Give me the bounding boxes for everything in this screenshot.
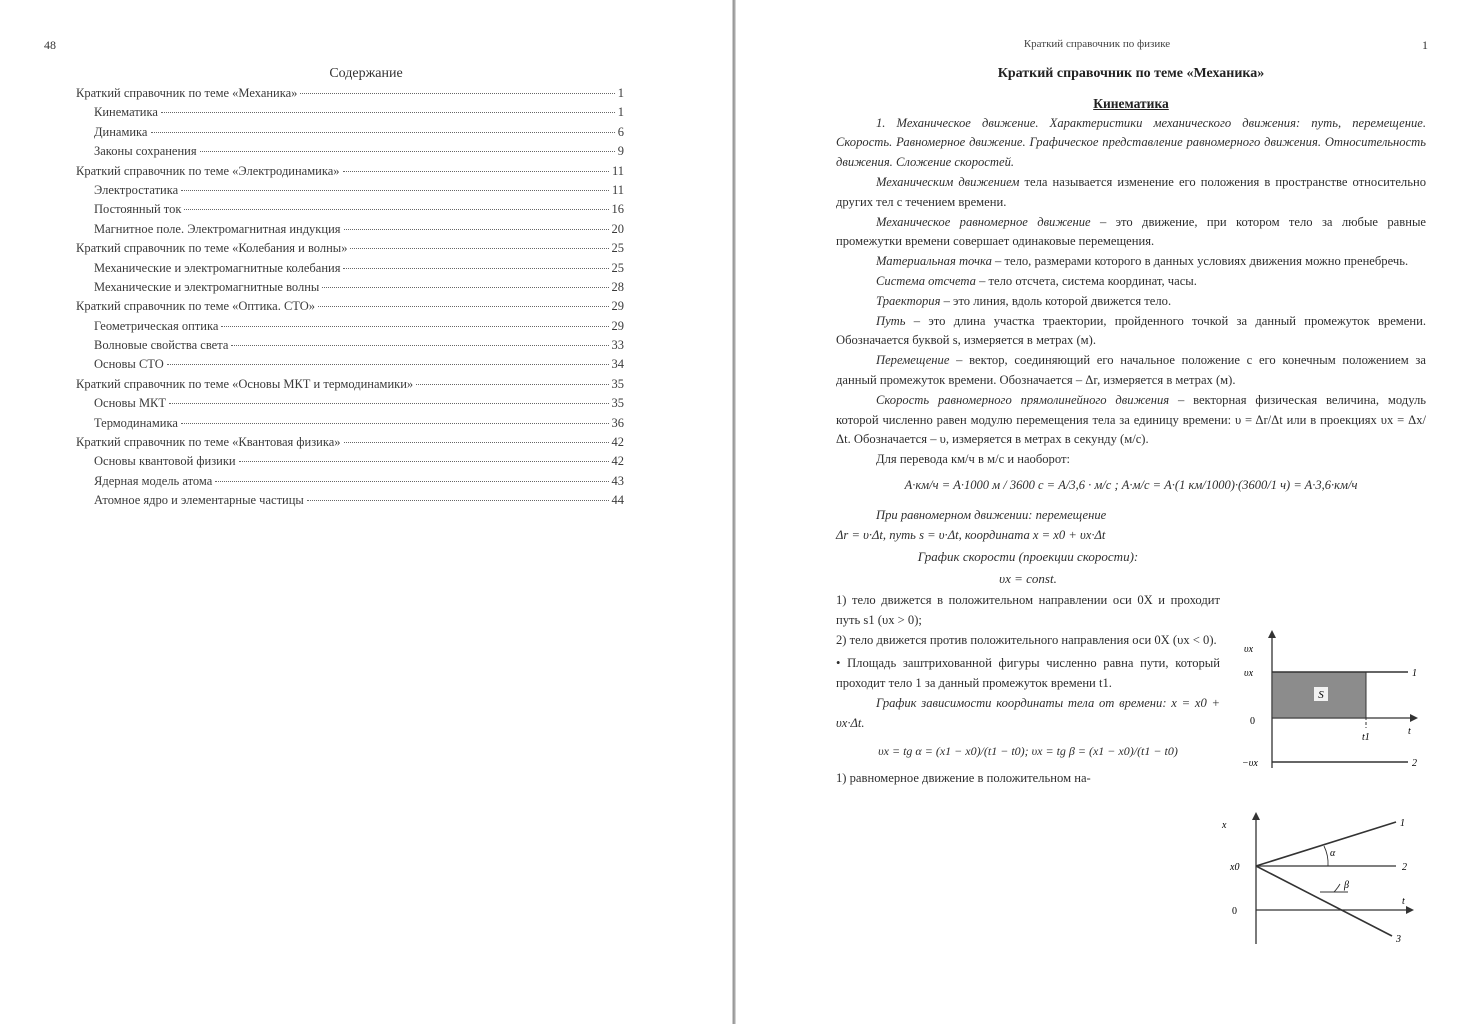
coord-line-1	[1256, 822, 1396, 866]
toc-leader-dots	[231, 345, 608, 346]
toc-entry-page: 42	[611, 454, 624, 469]
definition-text: – тело, размерами которого в данных условиях движения можно пренебречь.	[991, 254, 1409, 269]
velocity-const: υx = const.	[999, 571, 1057, 587]
toc-row	[76, 454, 624, 473]
toc-row	[76, 261, 624, 280]
coord-y-arrow	[1252, 812, 1260, 820]
uniform-line-1: При равномерном движении: перемещение	[876, 507, 1107, 522]
toc-entry-page: 16	[611, 202, 624, 217]
toc-leader-dots	[221, 326, 608, 327]
toc-entry-title: Основы СТО	[94, 357, 164, 372]
toc-entry-page: 20	[611, 221, 624, 236]
toc-leader-dots	[343, 268, 608, 269]
beta-arc	[1334, 884, 1340, 892]
definition-text: – это движение, при котором тело за любые равные промежутки времени совершает одинаковые перемещения.	[836, 214, 1426, 249]
toc-entry-page: 42	[611, 435, 624, 450]
velocity-x-arrow	[1410, 714, 1418, 722]
conversion-formula: A·км/ч = A·1000 м / 3600 с = A/3,6 · м/с ; A·м/с = A·(1 км/1000)·(3600/1 ч) = A·3,6·км/ч	[904, 477, 1358, 492]
definition-term: Механическим движением	[876, 174, 1020, 189]
definition-term: Скорость равномерного прямолинейного движения	[876, 392, 1170, 407]
definition-text: – векторная физическая величина, модуль которой численно равен модулю перемещения тела за единицу времени: υ = Δr/Δt или в проекциях υx = Δx/Δt. Обозначается – υ, измеряется в метрах в секунду (м/с).	[836, 392, 1426, 447]
toc-row	[76, 474, 624, 493]
toc-entry-title: Волновые свойства света	[94, 338, 229, 353]
toc-leader-dots	[307, 500, 609, 501]
toc-entry-page: 35	[611, 396, 624, 411]
toc-leader-dots	[161, 112, 615, 113]
velocity-x-label: t	[1408, 726, 1411, 737]
toc-entry-page: 35	[611, 376, 624, 391]
toc-entry-title: Термодинамика	[94, 415, 178, 430]
toc-entry-title: Постоянный ток	[94, 202, 182, 217]
velocity-t1-label: t1	[1362, 732, 1370, 743]
alpha-label: α	[1330, 848, 1336, 859]
toc-row	[76, 435, 624, 454]
toc-entry-title: Ядерная модель атома	[94, 473, 213, 488]
last-line: 1) равномерное движение в положительном на-	[836, 771, 1091, 786]
area-label: S	[1318, 689, 1324, 701]
toc-entry-title: Краткий справочник по теме «Электродинамика»	[76, 163, 340, 178]
definition-text: – это линия, вдоль которой движется тело.	[940, 293, 1172, 308]
velocity-line-2-label: 2	[1412, 758, 1417, 769]
velocity-y-arrow	[1268, 630, 1276, 638]
conversion-intro: Для перевода км/ч в м/с и наоборот:	[876, 452, 1070, 467]
toc-entry-title: Механические и электромагнитные колебания	[94, 260, 341, 275]
toc-entry-page: 28	[611, 279, 624, 294]
toc-row	[76, 396, 624, 415]
toc-row	[76, 319, 624, 338]
beta-label: β	[1344, 880, 1349, 891]
toc-row	[76, 416, 624, 435]
toc-leader-dots	[181, 190, 609, 191]
toc-entry-title: Динамика	[94, 124, 148, 139]
definition-term: Механическое равномерное движение	[876, 214, 1091, 229]
right-page-number: 1	[1422, 38, 1428, 52]
toc-leader-dots	[344, 442, 609, 443]
toc-entry-page: 29	[611, 299, 624, 314]
toc-leader-dots	[215, 481, 608, 482]
toc-leader-dots	[416, 384, 608, 385]
toc-entry-title: Магнитное поле. Электромагнитная индукция	[94, 221, 341, 236]
toc-entry-page: 25	[611, 260, 624, 275]
document-title: Краткий справочник по теме «Механика»	[997, 66, 1265, 81]
definition-paragraph	[836, 213, 1426, 253]
definition-text: – тело отсчета, система координат, часы.	[975, 273, 1197, 288]
running-head: Краткий справочник по физике	[1023, 38, 1171, 50]
toc-entry-title: Краткий справочник по теме «Оптика. СТО»	[76, 299, 316, 314]
toc-entry-page: 33	[611, 338, 624, 353]
definitions-list	[836, 173, 1426, 450]
toc-leader-dots	[184, 209, 608, 210]
toc-row	[76, 338, 624, 357]
toc-leader-dots	[322, 287, 608, 288]
toc-entry-title: Законы сохранения	[94, 144, 197, 159]
toc-leader-dots	[318, 306, 608, 307]
definition-paragraph	[836, 351, 1426, 391]
right-page	[736, 0, 1458, 1024]
toc-leader-dots	[344, 229, 609, 230]
coord-line-1-label: 1	[1400, 818, 1405, 829]
toc-entry-title: Основы квантовой физики	[94, 454, 236, 469]
toc-leader-dots	[343, 171, 609, 172]
intro-paragraph: 1. Механическое движение. Характеристики механического движения: путь, перемещение. Скорость. Равномерное движение. Графическое представление равномерного движения. Относительность движения. Сложение скоростей.	[836, 115, 1426, 170]
toc-entry-page: 1	[617, 105, 624, 120]
toc-row	[76, 241, 624, 260]
definition-term: Путь	[876, 313, 906, 328]
case-1: 1) тело движется в положительном направлении оси 0X и проходит путь s1 (υx > 0);	[836, 592, 1220, 627]
velocity-upper-tick: υx	[1244, 668, 1254, 679]
toc-row	[76, 183, 624, 202]
definition-text: тела называется изменение его положения в пространстве относительно других тел с течением времени.	[836, 174, 1426, 209]
toc-leader-dots	[151, 132, 615, 133]
toc-leader-dots	[239, 461, 609, 462]
definition-text: – это длина участка траектории, пройденного точкой за данный промежуток времени. Обозначается буквой s, измеряется в метрах (м).	[836, 313, 1426, 348]
toc-entry-title: Краткий справочник по теме «Механика»	[76, 86, 298, 100]
velocity-graph-caption: График скорости (проекции скорости):	[917, 549, 1139, 565]
definition-text: – вектор, соединяющий его начальное положение с его конечным положением за данный промежуток времени. Обозначается – Δr, измеряется в метрах (м).	[836, 353, 1426, 387]
coord-x-label: t	[1402, 896, 1405, 907]
toc-row	[76, 86, 624, 105]
toc-row	[76, 493, 624, 512]
velocity-lower-tick: −υx	[1242, 758, 1258, 769]
toc-entry-page: 25	[611, 241, 624, 256]
toc-entry-page: 11	[611, 163, 624, 178]
velocity-y-label: υx	[1244, 644, 1254, 655]
toc-leader-dots	[200, 151, 615, 152]
coord-line-2-label: 2	[1402, 862, 1407, 873]
definition-term: Траектория	[876, 293, 941, 308]
toc-entry-title: Геометрическая оптика	[94, 318, 219, 333]
table-of-contents	[76, 86, 624, 513]
coord-graph-caption: График зависимости координаты тела от времени: x = x0 + υx·Δt.	[836, 695, 1220, 730]
coord-line-3	[1256, 866, 1392, 936]
velocity-graph	[1236, 628, 1426, 778]
toc-row	[76, 164, 624, 183]
toc-title: Содержание	[329, 66, 403, 81]
toc-leader-dots	[167, 364, 609, 365]
coord-line-3-label: 3	[1396, 934, 1401, 945]
definition-paragraph	[836, 292, 1426, 312]
definition-paragraph	[836, 391, 1426, 450]
coord-x-arrow	[1406, 906, 1414, 914]
toc-leader-dots	[169, 403, 608, 404]
definition-paragraph	[836, 252, 1426, 272]
toc-row	[76, 125, 624, 144]
toc-entry-title: Механические и электромагнитные волны	[94, 279, 320, 294]
toc-entry-page: 9	[617, 144, 624, 159]
toc-entry-page: 11	[611, 182, 624, 197]
toc-row	[76, 222, 624, 241]
alpha-arc	[1324, 846, 1328, 866]
toc-row	[76, 280, 624, 299]
toc-entry-page: 36	[611, 415, 624, 430]
toc-row	[76, 105, 624, 124]
toc-entry-page: 34	[611, 357, 624, 372]
toc-entry-title: Краткий справочник по теме «Основы МКТ и термодинамики»	[76, 376, 414, 391]
coord-formula: υx = tg α = (x1 − x0)/(t1 − t0); υx = tg β = (x1 − x0)/(t1 − t0)	[878, 743, 1178, 758]
definition-term: Материальная точка	[876, 254, 992, 269]
toc-entry-page: 29	[611, 318, 624, 333]
coord-y-label: x	[1222, 820, 1227, 831]
toc-row	[76, 377, 624, 396]
definition-term: Система отсчета	[876, 273, 976, 288]
coord-x0-label: x0	[1230, 862, 1240, 873]
coordinate-graph	[1216, 810, 1426, 950]
toc-entry-title: Краткий справочник по теме «Квантовая физика»	[76, 435, 341, 450]
toc-row	[76, 299, 624, 318]
toc-entry-title: Кинематика	[94, 105, 158, 120]
toc-entry-page: 1	[617, 86, 624, 100]
toc-leader-dots	[181, 423, 609, 424]
left-page-number: 48	[44, 38, 56, 52]
definition-paragraph	[836, 173, 1426, 213]
toc-entry-title: Основы МКТ	[94, 396, 167, 411]
uniform-line-2: Δr = υ·Δt, путь s = υ·Δt, координата x = x0 + υx·Δt	[836, 527, 1106, 542]
toc-entry-title: Электростатика	[94, 182, 179, 197]
toc-leader-dots	[350, 248, 608, 249]
definition-paragraph	[836, 272, 1426, 292]
velocity-origin: 0	[1250, 716, 1255, 727]
coord-origin: 0	[1232, 906, 1237, 917]
definition-paragraph	[836, 312, 1426, 352]
toc-row	[76, 202, 624, 221]
toc-entry-title: Краткий справочник по теме «Колебания и волны»	[76, 241, 348, 256]
velocity-line-1-label: 1	[1412, 668, 1417, 679]
uniform-motion-column	[836, 506, 1220, 789]
definition-term: Перемещение	[876, 353, 950, 368]
area-bullet: • Площадь заштрихованной фигуры численно равна пути, который проходит тело 1 за данный промежуток времени t1.	[836, 656, 1220, 691]
toc-leader-dots	[300, 93, 614, 94]
toc-row	[76, 144, 624, 163]
case-2: 2) тело движется против положительного направления оси 0X (υx < 0).	[836, 632, 1217, 647]
toc-row	[76, 357, 624, 376]
section-title: Кинематика	[1093, 95, 1169, 111]
toc-entry-page: 43	[611, 473, 624, 488]
toc-entry-page: 6	[617, 124, 624, 139]
toc-entry-page: 44	[611, 493, 624, 508]
toc-entry-title: Атомное ядро и элементарные частицы	[94, 493, 304, 508]
